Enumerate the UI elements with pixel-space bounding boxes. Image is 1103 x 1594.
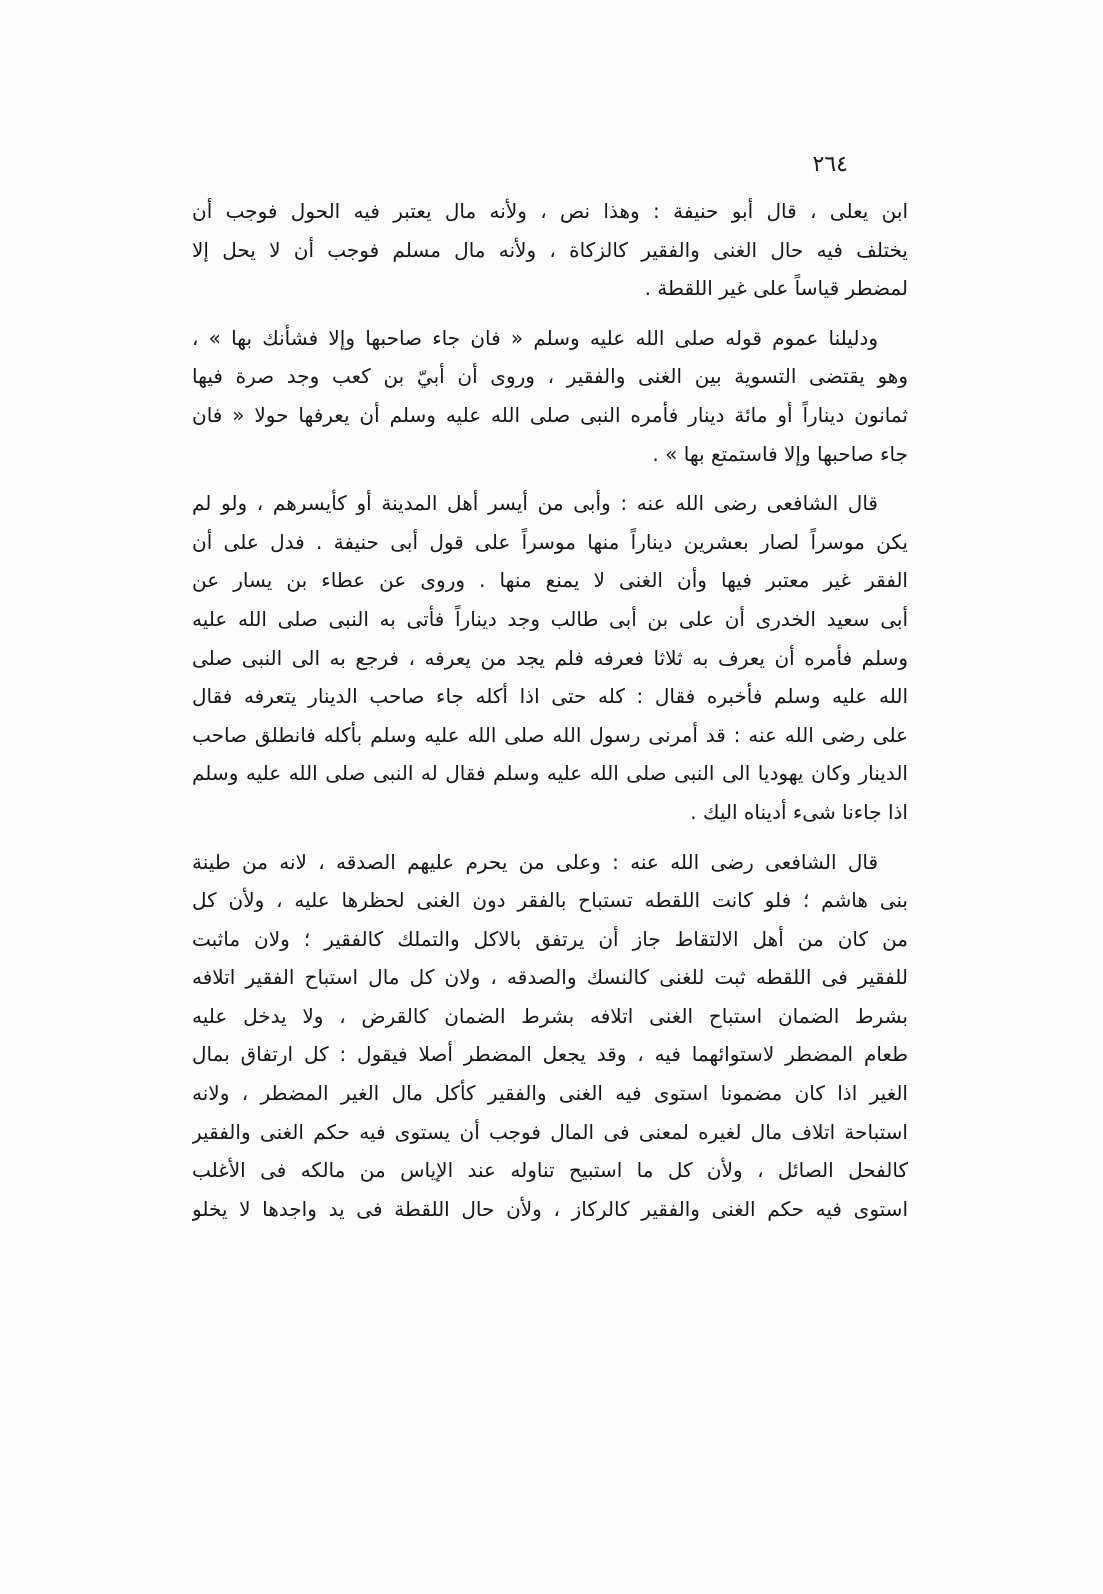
- paragraph-1: [192, 192, 908, 308]
- text-line: الدينار وكان يهوديا الى النبى صلى الله عليه وسلم فقال له النبى صلى الله عليه وسلم: [192, 761, 908, 786]
- paragraph-2: [192, 319, 908, 473]
- text-line: كالفحل الصائل ، ولأن كل ما استبيح تناوله عند الإياس من مالكه فى الأغلب: [192, 1158, 908, 1183]
- text-line: للفقير فى اللقطه ثبت للغنى كالنسك والصدقه ، ولان كل مال استباح الفقير اتلافه: [192, 965, 908, 990]
- text-line: من كان من أهل الالتقاط جاز أن يرتفق بالاكل والتملك كالفقير ؛ ولان ماثبت: [192, 926, 908, 951]
- text-line: يختلف فيه حال الغنى والفقير كالزكاة ، ولأنه مال مسلم فوجب أن لا يحل إلا: [192, 237, 908, 262]
- text-line: يكن موسراً لصار بعشرين ديناراً منها موسراً على قول أبى حنيفة . فدل على أن: [192, 529, 908, 554]
- text-line: قال الشافعى رضى الله عنه : وعلى من يحرم عليهم الصدقه ، لانه من طينة: [192, 849, 878, 874]
- text-line: بشرط الضمان استباح الغنى اتلافه بشرط الضمان كالقرض ، ولا يدخل عليه: [192, 1003, 908, 1028]
- text-line: وهو يقتضى التسوية بين الغنى والفقير ، وروى أن أبيّ بن كعب وجد صرة فيها: [192, 364, 908, 389]
- text-line: قال الشافعى رضى الله عنه : وأبى من أيسر أهل المدينة أو كأيسرهم ، ولو لم: [192, 491, 878, 516]
- text-line: جاء صاحبها وإلا فاستمتع بها » .: [652, 441, 908, 466]
- text-line: أبى سعيد الخدرى أن على بن أبى طالب وجد ديناراً فأتى به النبى صلى الله عليه: [192, 606, 908, 631]
- text-line: على رضى الله عنه : قد أمرنى رسول الله صلى الله عليه وسلم بأكله فانطلق صاحب: [192, 722, 908, 747]
- text-line: استباحة اتلاف مال لغيره لمعنى فى المال فوجب أن يستوى فيه حكم الغنى والفقير: [192, 1119, 908, 1144]
- text-line: طعام المضطر لاستوائهما فيه ، وقد يجعل المضطر أصلا فيقول : كل ارتفاق بمال: [192, 1042, 908, 1067]
- text-line: ثمانون ديناراً أو مائة دينار فأمره النبى صلى الله عليه وسلم أن يعرفها حولا « فان: [192, 402, 908, 427]
- text-line: لمضطر قياساً على غير اللقطة .: [644, 276, 908, 301]
- paragraph-4: [192, 843, 908, 1229]
- text-line: استوى فيه حكم الغنى والفقير كالركاز ، ولأن حال اللقطة فى يد واجدها لا يخلو: [192, 1196, 908, 1221]
- text-line: وسلم فأمره أن يعرف به ثلاثا فعرفه فلم يجد من يعرفه ، فرجع به الى النبى صلى: [192, 645, 908, 670]
- text-line: ودليلنا عموم قوله صلى الله عليه وسلم « فان جاء صاحبها وإلا فشأنك بها » ،: [192, 325, 878, 350]
- text-line: الله عليه وسلم فأخبره فقال : كله حتى اذا أكله جاء صاحب الدينار يتعرفه فقال: [192, 684, 908, 709]
- text-line: ابن يعلى ، قال أبو حنيفة : وهذا نص ، ولأنه مال يعتبر فيه الحول فوجب أن: [192, 199, 908, 223]
- text-line: الغير اذا كان مضمونا استوى فيه الغنى والفقير كأكل مال الغير المضطر ، ولانه: [192, 1081, 908, 1106]
- body-text: [192, 192, 908, 1228]
- paragraph-3: [192, 484, 908, 831]
- text-line: الفقر غير معتبر فيها وأن الغنى لا يمنع منها . وروى عن عطاء بن يسار عن: [192, 568, 908, 593]
- text-line: بنى هاشم ؛ فلو كانت اللقطه تستباح بالفقر دون الغنى لحظرها عليه ، ولأن كل: [192, 888, 908, 913]
- page-number: ٢٦٤: [812, 152, 848, 177]
- text-line: اذا جاءنا شىء أديناه اليك .: [690, 799, 908, 824]
